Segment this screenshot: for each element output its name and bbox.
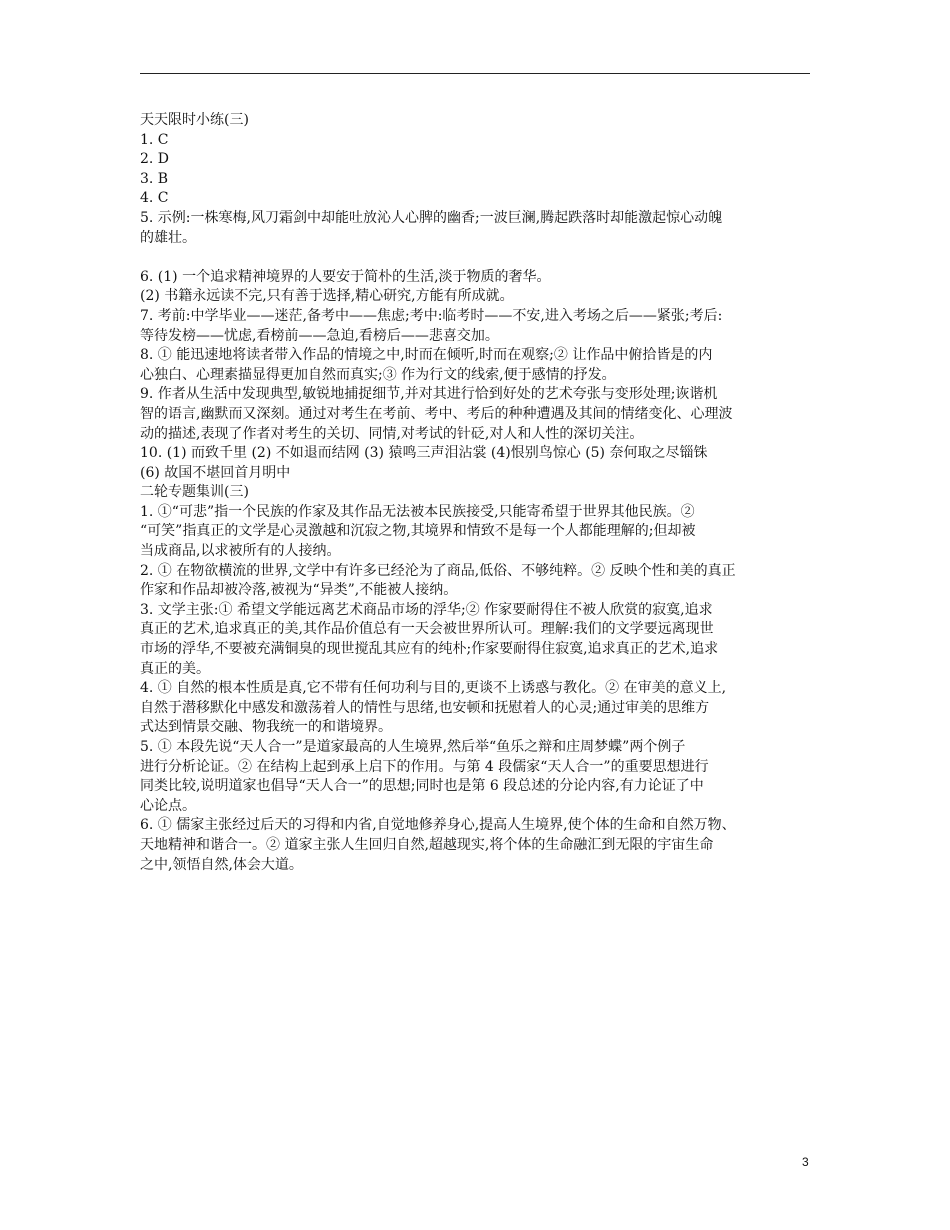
text-line: 等待发榜——忧虑,看榜前——急迫,看榜后——悲喜交加。 <box>140 327 499 344</box>
text-line: 天地精神和谐合一。② 道家主张人生回归自然,超越现实,将个体的生命融汇到无限的宇宙生命 <box>140 836 714 853</box>
text-line: 2. ① 在物欲横流的世界,文学中有许多已经沦为了商品,低俗、不够纯粹。② 反映个性和美的真正 <box>140 562 736 579</box>
text-line: 10. (1) 而致千里 (2) 不如退而结网 (3) 猿鸣三声泪沾裳 (4)恨别鸟惊心 (5) 奈何取之尽锱铢 <box>140 445 708 462</box>
blank-line <box>140 248 812 268</box>
text-line: 进行分析论证。② 在结构上起到承上启下的作用。与第 4 段儒家“天人合一”的重要思想进行 <box>140 758 709 775</box>
text-line: 智的语言,幽默而又深刻。通过对考生在考前、考中、考后的种种遭遇及其间的情绪变化、心理波 <box>140 405 733 422</box>
text-line: 5. 示例:一株寒梅,风刀霜剑中却能吐放沁人心脾的幽香;一波巨澜,腾起跌落时却能激起惊心动魄 <box>140 209 723 226</box>
text-line: 市场的浮华,不要被充满铜臭的现世搅乱其应有的纯朴;作家要耐得住寂寞,追求真正的艺术,追求 <box>140 641 719 658</box>
text-line: 7. 考前:中学毕业——迷茫,备考中——焦虑;考中:临考时——不安,进入考场之后——紧张;考后: <box>140 307 723 324</box>
text-line: (2) 书籍永远读不完,只有善于选择,精心研究,方能有所成就。 <box>140 288 514 305</box>
text-line: 6. (1) 一个追求精神境界的人要安于简朴的生活,淡于物质的奢华。 <box>140 268 551 285</box>
text-line: 3. 文学主张:① 希望文学能远离艺术商品市场的浮华;② 作家要耐得住不被人欣赏的寂寞,追求 <box>140 601 713 618</box>
text-line: 真正的美。 <box>140 660 210 677</box>
text-line: 4. ① 自然的根本性质是真,它不带有任何功利与目的,更谈不上诱惑与教化。② 在审美的意义上, <box>140 680 727 697</box>
text-line: 作家和作品却被冷落,被视为“异类”,不能被人接纳。 <box>140 582 458 599</box>
text-line: 5. ① 本段先说“天人合一”是道家最高的人生境界,然后举“鱼乐之辩和庄周梦蝶”两个例子 <box>140 739 686 755</box>
text-line: “可笑”指真正的文学是心灵激越和沉寂之物,其境界和情致不是每一个人都能理解的;但却被 <box>140 523 696 540</box>
text-line: 9. 作者从生活中发现典型,敏锐地捕捉细节,并对其进行恰到好处的艺术夸张与变形处理;诙谐机 <box>140 386 718 403</box>
text-line: 1. C <box>140 131 169 148</box>
text-line: 心论点。 <box>140 797 196 814</box>
section-title: 二轮专题集训(三) <box>140 484 249 501</box>
section-title: 天天限时小练(三) <box>140 112 249 128</box>
text-line: 3. B <box>140 170 169 187</box>
text-line: 式达到情景交融、物我统一的和谐境界。 <box>140 719 392 736</box>
page-number: 3 <box>802 1155 809 1169</box>
text-line: 真正的艺术,追求真正的美,其作品价值总有一天会被世界所认可。理解:我们的文学要远离现世 <box>140 621 714 638</box>
text-line: 心独白、心理素描显得更加自然而真实;③ 作为行文的线索,便于感情的抒发。 <box>140 366 616 383</box>
text-line: (6) 故国不堪回首月明中 <box>140 464 291 481</box>
text-line: 8. ① 能迅速地将读者带入作品的情境之中,时而在倾听,时而在观察;② 让作品中俯拾皆是的内 <box>140 347 713 364</box>
text-line: 之中,领悟自然,体会大道。 <box>140 856 303 873</box>
text-line: 1. ①“可悲”指一个民族的作家及其作品无法被本民族接受,只能寄希望于世界其他民族。② <box>140 503 695 520</box>
text-line: 自然于潜移默化中感发和激荡着人的情性与思绪,也安顿和抚慰着人的心灵;通过审美的思维方 <box>140 699 710 716</box>
answer-text-body <box>140 111 812 875</box>
text-line: 4. C <box>140 190 169 207</box>
text-line: 2. D <box>140 151 170 168</box>
text-line: 同类比较,说明道家也倡导“天人合一”的思想;同时也是第 6 段总述的分论内容,有力论证了中 <box>140 778 704 795</box>
text-line: 的雄壮。 <box>140 229 196 246</box>
text-line: 动的描述,表现了作者对考生的关切、同情,对考试的针砭,对人和人性的深切关注。 <box>140 425 644 442</box>
text-line: 当成商品,以求被所有的人接纳。 <box>140 543 341 560</box>
text-line: 6. ① 儒家主张经过后天的习得和内省,自觉地修养身心,提高人生境界,使个体的生命和自然万物、 <box>140 817 736 834</box>
header-rule <box>140 73 810 74</box>
